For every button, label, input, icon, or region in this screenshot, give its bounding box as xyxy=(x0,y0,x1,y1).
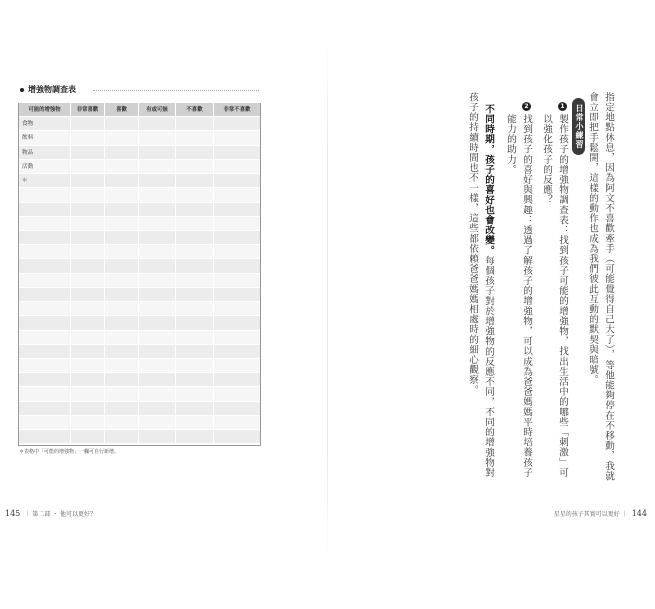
table-header-cell: 有或可無 xyxy=(139,103,176,117)
table-cell xyxy=(139,359,176,373)
table-cell xyxy=(139,345,176,359)
table-cell xyxy=(105,387,139,401)
paragraph-column-1 xyxy=(482,104,495,478)
table-cell xyxy=(176,203,214,217)
table-cell xyxy=(105,174,139,188)
table-cell xyxy=(176,160,214,174)
table-cell xyxy=(176,217,214,231)
table-header-cell: 非常不喜歡 xyxy=(214,103,260,117)
table-cell xyxy=(105,188,139,202)
table-row-label xyxy=(19,359,71,373)
table-row-label xyxy=(19,203,71,217)
table-cell xyxy=(105,331,139,345)
folio-left xyxy=(5,509,96,518)
table-cell xyxy=(214,274,260,288)
table-cell xyxy=(71,131,105,145)
table-cell xyxy=(71,117,105,131)
table-cell xyxy=(71,288,105,302)
table-cell xyxy=(214,331,260,345)
table-cell xyxy=(71,188,105,202)
table-cell xyxy=(214,174,260,188)
table-row-label xyxy=(19,373,71,387)
table-cell xyxy=(105,416,139,430)
table-cell xyxy=(214,316,260,330)
item-1-line-1: 製作孩子的增強物調查表：找到孩子可能的增強物，找出生活中的哪些「刺激」可 xyxy=(557,114,568,478)
table-cell xyxy=(71,430,105,444)
table-cell xyxy=(71,359,105,373)
table-cell xyxy=(214,188,260,202)
table-cell xyxy=(176,131,214,145)
table-cell xyxy=(214,203,260,217)
table-cell xyxy=(176,402,214,416)
table-cell xyxy=(214,416,260,430)
table-cell xyxy=(139,416,176,430)
table-cell xyxy=(214,146,260,160)
table-cell xyxy=(176,387,214,401)
table-cell xyxy=(139,259,176,273)
table-title xyxy=(20,84,76,95)
table-cell xyxy=(176,373,214,387)
table-row-label xyxy=(19,430,71,444)
bullet-icon xyxy=(20,88,24,92)
table-row-label xyxy=(19,302,71,316)
table-header-cell: 非常喜歡 xyxy=(71,103,105,117)
table-cell xyxy=(176,146,214,160)
table-cell xyxy=(214,430,260,444)
table-cell xyxy=(105,245,139,259)
intro-column-2: 會立即把手鬆開，這樣的動作也成為我們彼此互動的默契與暗號。 xyxy=(587,92,598,385)
table-cell xyxy=(176,274,214,288)
table-cell xyxy=(176,430,214,444)
table-cell xyxy=(139,288,176,302)
table-cell xyxy=(139,131,176,145)
table-cell xyxy=(71,274,105,288)
table-cell xyxy=(139,188,176,202)
table-row-label: 物品 xyxy=(19,146,71,160)
table-title-text: 增強物調查表 xyxy=(28,85,76,94)
table-cell xyxy=(176,259,214,273)
table-cell xyxy=(71,416,105,430)
table-row-label xyxy=(19,274,71,288)
table-cell xyxy=(71,259,105,273)
table-footnote: ＊表格中「可能的增強物」一欄可自行新增。 xyxy=(19,449,120,455)
table-cell xyxy=(176,245,214,259)
table-cell xyxy=(71,146,105,160)
table-cell xyxy=(139,203,176,217)
table-cell xyxy=(71,231,105,245)
table-cell xyxy=(139,331,176,345)
table-cell xyxy=(139,302,176,316)
table-cell xyxy=(176,302,214,316)
paragraph-emphasis: 不同時期，孩子的喜好也會改變。 xyxy=(483,104,494,256)
table-cell xyxy=(105,430,139,444)
table-cell xyxy=(139,146,176,160)
folio-right xyxy=(554,509,647,518)
table-cell xyxy=(214,245,260,259)
table-cell xyxy=(105,160,139,174)
running-head-right: 星星的孩子其實可以更好 ｜ xyxy=(553,511,628,518)
reinforcer-survey-table xyxy=(18,103,261,446)
table-cell xyxy=(139,117,176,131)
table-cell xyxy=(176,288,214,302)
table-row-label xyxy=(19,259,71,273)
table-cell xyxy=(71,373,105,387)
table-row-label: ＊ xyxy=(19,174,71,188)
table-row-label: 飲料 xyxy=(19,131,71,145)
page-number-left: 145 xyxy=(5,509,21,518)
table-row-label: 食物 xyxy=(19,117,71,131)
table-cell xyxy=(139,245,176,259)
table-cell xyxy=(139,402,176,416)
table-header-cell: 不喜歡 xyxy=(176,103,214,117)
table-cell xyxy=(71,174,105,188)
table-cell xyxy=(176,416,214,430)
table-cell xyxy=(139,174,176,188)
table-cell xyxy=(214,373,260,387)
table-row-label xyxy=(19,288,71,302)
table-cell xyxy=(214,345,260,359)
table-cell xyxy=(214,131,260,145)
table-cell xyxy=(214,402,260,416)
table-cell xyxy=(176,174,214,188)
paragraph-column-2: 孩子的持續時間也不一樣，這些都依賴爸爸媽媽相處時的細心觀察。 xyxy=(467,92,478,395)
table-cell xyxy=(139,430,176,444)
table-cell xyxy=(105,131,139,145)
item-1-badge: 1 xyxy=(558,102,567,111)
table-cell xyxy=(176,188,214,202)
item-1-line-2: 以強化孩子的反應？ xyxy=(541,114,552,205)
table-cell xyxy=(139,160,176,174)
table-cell xyxy=(105,146,139,160)
table-cell xyxy=(105,316,139,330)
table-cell xyxy=(105,302,139,316)
table-cell xyxy=(105,203,139,217)
table-cell xyxy=(139,231,176,245)
table-cell xyxy=(139,217,176,231)
table-cell xyxy=(105,359,139,373)
table-cell xyxy=(71,387,105,401)
table-row-label xyxy=(19,345,71,359)
table-cell xyxy=(105,345,139,359)
table-cell xyxy=(214,160,260,174)
table-cell xyxy=(71,331,105,345)
table-row-label xyxy=(19,416,71,430)
table-row-label xyxy=(19,402,71,416)
title-rule xyxy=(93,90,259,91)
table-header-cell: 可能的增強物 xyxy=(19,103,71,117)
intro-column-1: 指定地點休息，因為阿文不喜歡牽手（可能覺得自己大了），等他能夠停在不移動，我就 xyxy=(603,92,614,482)
table-cell xyxy=(214,302,260,316)
table-cell xyxy=(139,274,176,288)
table-cell xyxy=(71,302,105,316)
table-row-label xyxy=(19,231,71,245)
table-cell xyxy=(71,245,105,259)
table-header-cell: 喜歡 xyxy=(105,103,139,117)
table-cell xyxy=(214,288,260,302)
table-cell xyxy=(176,359,214,373)
table-cell xyxy=(71,160,105,174)
table-cell xyxy=(176,231,214,245)
table-cell xyxy=(105,274,139,288)
table-row-label xyxy=(19,331,71,345)
table-row-label xyxy=(19,387,71,401)
item-2-line-1: 找到孩子的喜好與興趣：透過了解孩子的增強物，可以成為爸爸媽媽平時培養孩子 xyxy=(521,114,532,478)
item-2-line-2: 能力的助力。 xyxy=(505,114,516,175)
table-cell xyxy=(139,316,176,330)
table-row-label xyxy=(19,217,71,231)
table-cell xyxy=(214,117,260,131)
table-cell xyxy=(214,217,260,231)
table-row-label xyxy=(19,188,71,202)
table-cell xyxy=(214,259,260,273)
table-cell xyxy=(105,288,139,302)
running-head-left: ｜ 第二部 ・ 他可以更好？ xyxy=(24,511,97,518)
table-cell xyxy=(105,217,139,231)
table-cell xyxy=(214,231,260,245)
table-cell xyxy=(214,359,260,373)
table-cell xyxy=(105,402,139,416)
table-row-label xyxy=(19,316,71,330)
table-cell xyxy=(71,217,105,231)
page-number-right: 144 xyxy=(631,509,647,518)
table-cell xyxy=(176,331,214,345)
table-row-label: 活動 xyxy=(19,160,71,174)
table-cell xyxy=(71,203,105,217)
table-cell xyxy=(176,117,214,131)
table-cell xyxy=(105,373,139,387)
paragraph-column-1-rest: 每個孩子對於增強物的反應不同，不同的增強物對 xyxy=(483,255,494,478)
item-2-badge: 2 xyxy=(522,102,531,111)
table-cell xyxy=(105,259,139,273)
daily-practice-label: 日常小練習 xyxy=(572,98,585,155)
table-cell xyxy=(139,387,176,401)
table-cell xyxy=(214,387,260,401)
table-cell xyxy=(176,316,214,330)
table-cell xyxy=(71,316,105,330)
table-cell xyxy=(71,345,105,359)
table-cell xyxy=(105,231,139,245)
table-cell xyxy=(71,402,105,416)
book-gutter xyxy=(327,40,328,560)
table-cell xyxy=(105,117,139,131)
table-row-label xyxy=(19,245,71,259)
table-cell xyxy=(139,373,176,387)
table-cell xyxy=(176,345,214,359)
